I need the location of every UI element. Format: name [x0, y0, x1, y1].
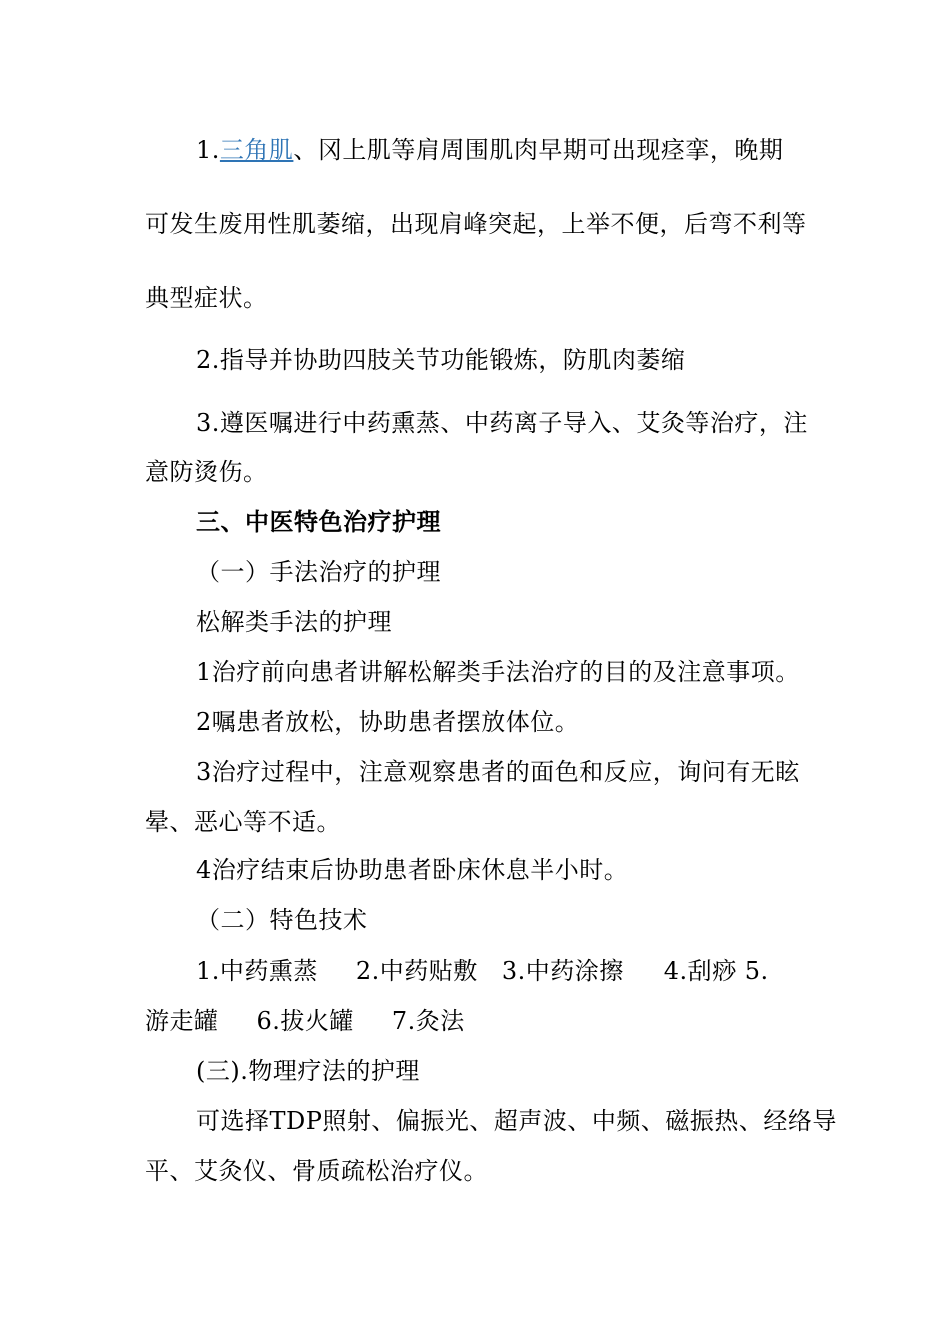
subsection3-text-line2: 平、艾灸仪、骨质疏松治疗仪。 — [145, 1157, 488, 1185]
item1-number: 1. — [196, 136, 220, 164]
item2-text: 2.指导并协助四肢关节功能锻炼，防肌肉萎缩 — [196, 346, 686, 374]
techniques-line1 — [196, 955, 769, 987]
step-item: 2嘱患者放松，协助患者摆放体位。 — [196, 708, 580, 736]
step-item: 4治疗结束后协助患者卧床休息半小时。 — [196, 856, 629, 884]
technique-item: 游走罐 — [145, 1007, 219, 1035]
step-item: 3治疗过程中，注意观察患者的面色和反应，询问有无眩 — [196, 758, 800, 786]
subsection1-heading: （一）手法治疗的护理 — [196, 558, 441, 586]
item3-line2: 意防烫伤。 — [145, 458, 268, 486]
subsection2-heading: （二）特色技术 — [196, 906, 368, 934]
step-item: 1治疗前向患者讲解松解类手法治疗的目的及注意事项。 — [196, 658, 800, 686]
item1-line3: 典型症状。 — [145, 284, 268, 312]
technique-item: 2.中药贴敷 — [355, 957, 478, 985]
subsection1-title: 松解类手法的护理 — [196, 608, 392, 636]
item1-line1 — [196, 134, 783, 166]
deltoid-link[interactable]: 三角肌 — [219, 136, 294, 164]
subsection3-text-line1: 可选择TDP照射、偏振光、超声波、中频、磁振热、经络导 — [196, 1107, 837, 1135]
section-heading: 三、中医特色治疗护理 — [196, 507, 441, 536]
item1-line1-text: 、冈上肌等肩周围肌肉早期可出现痉挛，晚期 — [293, 136, 784, 164]
step-item-continued: 晕、恶心等不适。 — [145, 808, 341, 836]
technique-item: 6.拔火罐 — [256, 1007, 354, 1035]
technique-item: 1.中药熏蒸 — [196, 957, 318, 985]
item1-line2: 可发生废用性肌萎缩，出现肩峰突起，上举不便，后弯不利等 — [145, 210, 807, 238]
item3-line1: 3.遵医嘱进行中药熏蒸、中药离子导入、艾灸等治疗，注 — [196, 409, 808, 437]
technique-item: 4.刮痧 5. — [663, 957, 769, 985]
technique-item: 7.灸法 — [391, 1007, 465, 1035]
techniques-line2 — [145, 1005, 465, 1037]
subsection3-heading: (三).物理疗法的护理 — [196, 1057, 420, 1085]
technique-item: 3.中药涂擦 — [501, 957, 624, 985]
